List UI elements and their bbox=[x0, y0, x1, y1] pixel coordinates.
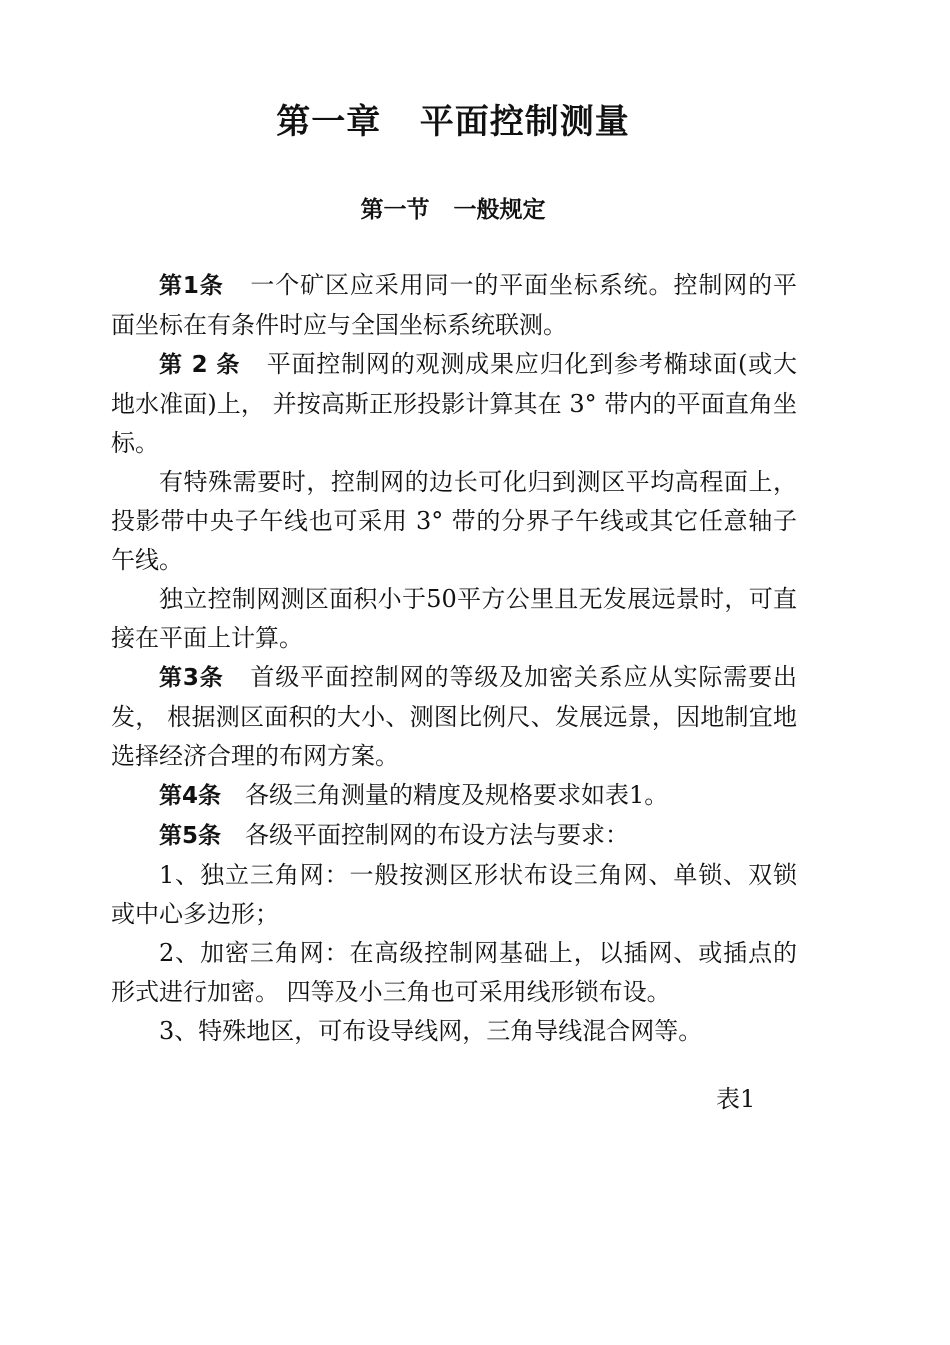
list-item-1 bbox=[111, 856, 797, 934]
paragraph-text: 各级平面控制网的布设方法与要求： bbox=[245, 821, 630, 849]
paragraph-text: 平面控制网的观测成果应归化到参考椭球面(或大地水准面)上， 并按高斯正形投影计算其在 3° 带内的平面直角坐标。 bbox=[111, 350, 797, 457]
paragraph-text: 有特殊需要时，控制网的边长可化归到测区平均高程面上，投影带中央子午线也可采用 3° 带的分界子午线或其它任意轴子午线。 bbox=[111, 468, 797, 574]
article-4-paragraph bbox=[111, 776, 797, 816]
article-3-paragraph bbox=[111, 658, 797, 776]
section-title: 第一节 一般规定 bbox=[360, 197, 546, 223]
article-label: 第 2 条 bbox=[159, 352, 267, 378]
paragraph-text: 3、特殊地区，可布设导线网，三角导线混合网等。 bbox=[159, 1017, 703, 1045]
article-label: 第4条 bbox=[159, 783, 246, 809]
article-5-paragraph bbox=[111, 816, 797, 856]
article-label: 第1条 bbox=[159, 273, 251, 299]
list-item-3 bbox=[111, 1012, 797, 1051]
article-1-paragraph bbox=[111, 266, 797, 345]
paragraph-text: 首级平面控制网的等级及加密关系应从实际需要出发， 根据测区面积的大小、测图比例尺、发展远景，因地制宜地选择经济合理的布网方案。 bbox=[111, 663, 798, 770]
article-label: 第3条 bbox=[159, 665, 251, 691]
paragraph-text: 独立控制网测区面积小于50平方公里且无发展远景时，可直接在平面上计算。 bbox=[111, 585, 797, 652]
list-item-2 bbox=[111, 934, 797, 1012]
article-label: 第5条 bbox=[159, 823, 246, 849]
article-2-paragraph bbox=[111, 345, 797, 463]
chapter-title: 第一章 平面控制测量 bbox=[276, 102, 630, 142]
article-2-note-1 bbox=[111, 463, 797, 580]
paragraph-text: 一个矿区应采用同一的平面坐标系统。控制网的平面坐标在有条件时应与全国坐标系统联测。 bbox=[111, 271, 798, 339]
article-2-note-2 bbox=[111, 580, 797, 658]
table-reference-label: 表1 bbox=[716, 1085, 756, 1113]
body-text bbox=[111, 266, 797, 1051]
paragraph-text: 1、独立三角网：一般按测区形状布设三角网、单锁、双锁或中心多边形； bbox=[111, 861, 797, 928]
paragraph-text: 各级三角测量的精度及规格要求如表1。 bbox=[245, 781, 669, 809]
paragraph-text: 2、加密三角网：在高级控制网基础上，以插网、或插点的形式进行加密。 四等及小三角也可采用线形锁布设。 bbox=[111, 939, 797, 1006]
